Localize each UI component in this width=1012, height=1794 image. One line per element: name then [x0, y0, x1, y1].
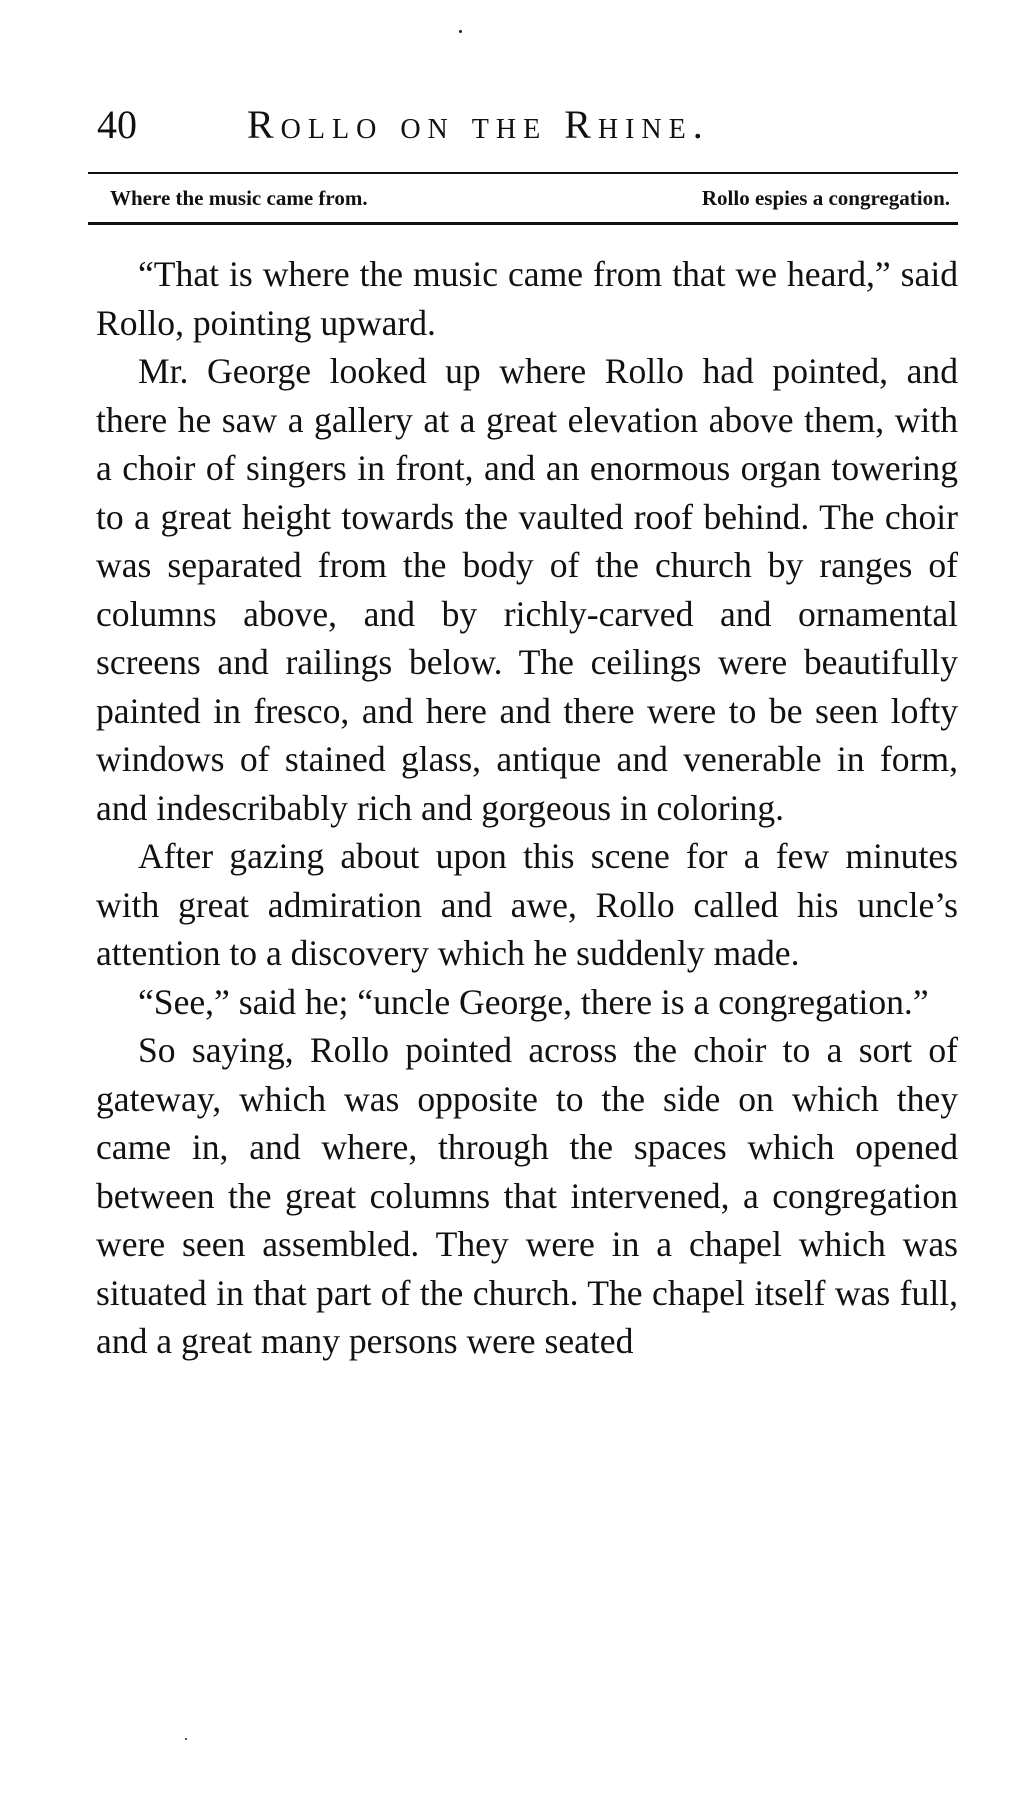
- header-rule-top: [88, 172, 958, 174]
- paragraph: “That is where the music came from that we heard,” said Rollo, pointing upward.: [96, 254, 958, 343]
- side-captions: [110, 180, 950, 216]
- paragraph: “See,” said he; “uncle George, there is a congregation.”: [138, 981, 929, 1022]
- paragraph: Mr. George looked up where Rollo had pointed, and there he saw a gallery at a great elevation above them, with a choir of singers in front, and an enormous organ towering to a great height towards the vaulted roof behind. The choir was separated from the body of the church by ranges of columns above, and by richly-carved and ornamental screens and railings below. The ceilings were beautifully painted in fresco, and here and there were to be seen lofty windows of stained glass, antique and venerable in form, and indescribably rich and gorgeous in coloring.: [96, 351, 958, 828]
- running-head: [97, 100, 957, 160]
- ink-speck: [185, 1738, 187, 1740]
- caption-right: Rollo espies a congregation.: [701, 186, 950, 210]
- book-title: Rollo on the Rhine.: [247, 102, 710, 147]
- header-rule-bottom: [88, 222, 958, 225]
- body-text: [96, 250, 958, 1366]
- paragraph: After gazing about upon this scene for a few minutes with great admiration and awe, Rollo called his uncle’s attention to a discovery which he suddenly made.: [96, 836, 958, 973]
- page-number: 40: [97, 102, 137, 147]
- caption-left: Where the music came from.: [110, 186, 368, 210]
- paragraph: So saying, Rollo pointed across the choir to a sort of gateway, which was opposite to the side on which they came in, and where, through the spaces which opened between the great columns that intervened, a congregation were seen assembled. They were in a chapel which was situated in that part of the church. The chapel itself was full, and a great many persons were seated: [96, 1030, 958, 1361]
- ink-speck: [459, 30, 462, 33]
